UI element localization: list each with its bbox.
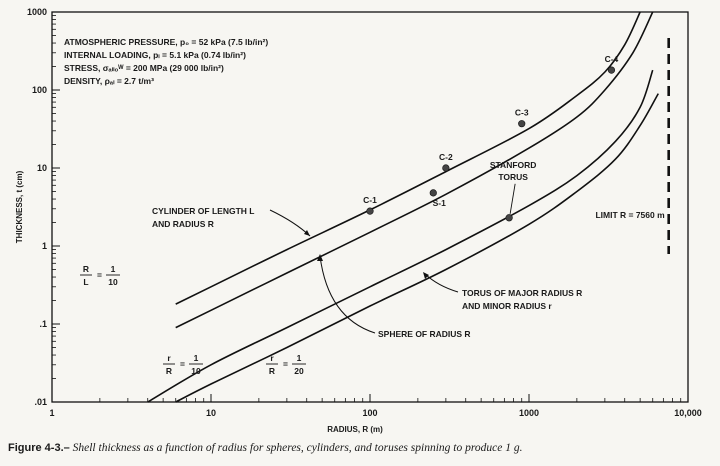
y-tick-label: 10 <box>36 163 47 173</box>
condition-density: DENSITY, ρₐₗ = 2.7 t/m³ <box>64 76 154 86</box>
ratio-rl-value-num: 1 <box>110 264 116 274</box>
x-axis-title: RADIUS, R (m) <box>327 425 383 434</box>
point-label: C-2 <box>439 152 453 162</box>
sphere-annotation: SPHERE OF RADIUS R <box>378 329 471 339</box>
figure-caption <box>8 442 713 454</box>
point-label: TORUS <box>498 171 528 182</box>
x-tick-label: 10,000 <box>674 408 702 418</box>
design-point <box>506 214 513 221</box>
cylinder-annotation-line1: CYLINDER OF LENGTH L <box>152 206 255 216</box>
design-point <box>443 165 450 172</box>
ratio-rr20-den: R <box>268 366 276 376</box>
x-tick-label: 1 <box>49 408 55 418</box>
ratio-rl-eq: = <box>97 270 102 280</box>
ratio-rr10-num: r <box>167 353 171 363</box>
y-tick-label: 1000 <box>26 7 47 17</box>
point-label: C-3 <box>514 107 529 118</box>
condition-stress: STRESS, σₐₗₗₒᵂ = 200 MPa (29 000 lb/in²) <box>64 63 224 73</box>
y-tick-label: 100 <box>31 85 47 95</box>
point-label: C-4 <box>604 54 619 65</box>
limit-label: LIMIT R = 7560 m <box>595 209 665 220</box>
y-axis-title: THICKNESS, t (cm) <box>15 170 24 244</box>
caption-text: Shell thickness as a function of radius for spheres, cylinders, and toruses spinning to produce 1 g. <box>72 442 523 454</box>
sphere-curve <box>176 12 653 328</box>
torus-annotation-line1: TORUS OF MAJOR RADIUS R <box>462 288 583 298</box>
ratio-rr20-value-num: 1 <box>296 353 302 363</box>
ratio-rr20-num: r <box>270 353 274 363</box>
ratio-rr20-eq: = <box>283 359 288 369</box>
design-point <box>430 190 437 197</box>
ratio-rl-den: L <box>83 277 89 287</box>
design-point <box>608 67 615 74</box>
sphere-leader <box>320 256 375 333</box>
condition-pressure: ATMOSPHERIC PRESSURE, p₀ = 52 kPa (7.5 lb/in²) <box>64 37 269 47</box>
x-tick-label: 10 <box>205 408 217 418</box>
torus-1-10-curve <box>148 70 653 402</box>
x-tick-label: 100 <box>362 408 378 418</box>
ratio-rl-value-den: 10 <box>108 277 118 287</box>
ratio-rr10-value-den: 10 <box>191 366 201 376</box>
cylinder-annotation-line2: AND RADIUS R <box>152 219 214 229</box>
y-tick-label: 1 <box>41 241 47 251</box>
point-label: STANFORD <box>489 159 537 170</box>
y-tick-label: .01 <box>34 397 47 407</box>
ratio-rl-num: R <box>82 264 90 274</box>
x-tick-label: 1000 <box>518 408 540 418</box>
torus-1-20-curve <box>176 94 659 402</box>
cylinder-leader <box>270 210 310 236</box>
point-label: S-1 <box>432 197 446 208</box>
design-point <box>518 120 525 127</box>
point-leader <box>510 184 515 214</box>
caption-label: Figure 4-3.– <box>8 442 70 454</box>
condition-loading: INTERNAL LOADING, pₗ = 5.1 kPa (0.74 lb/in²) <box>64 50 246 60</box>
ratio-rr10-den: R <box>165 366 173 376</box>
ratio-rr10-value-num: 1 <box>193 353 199 363</box>
ratio-rr20-value-den: 20 <box>294 366 304 376</box>
design-point <box>367 208 374 215</box>
point-label: C-1 <box>363 195 377 206</box>
torus-annotation-line2: AND MINOR RADIUS r <box>462 301 552 311</box>
y-tick-label: .1 <box>39 319 47 329</box>
ratio-rr10-eq: = <box>180 359 185 369</box>
